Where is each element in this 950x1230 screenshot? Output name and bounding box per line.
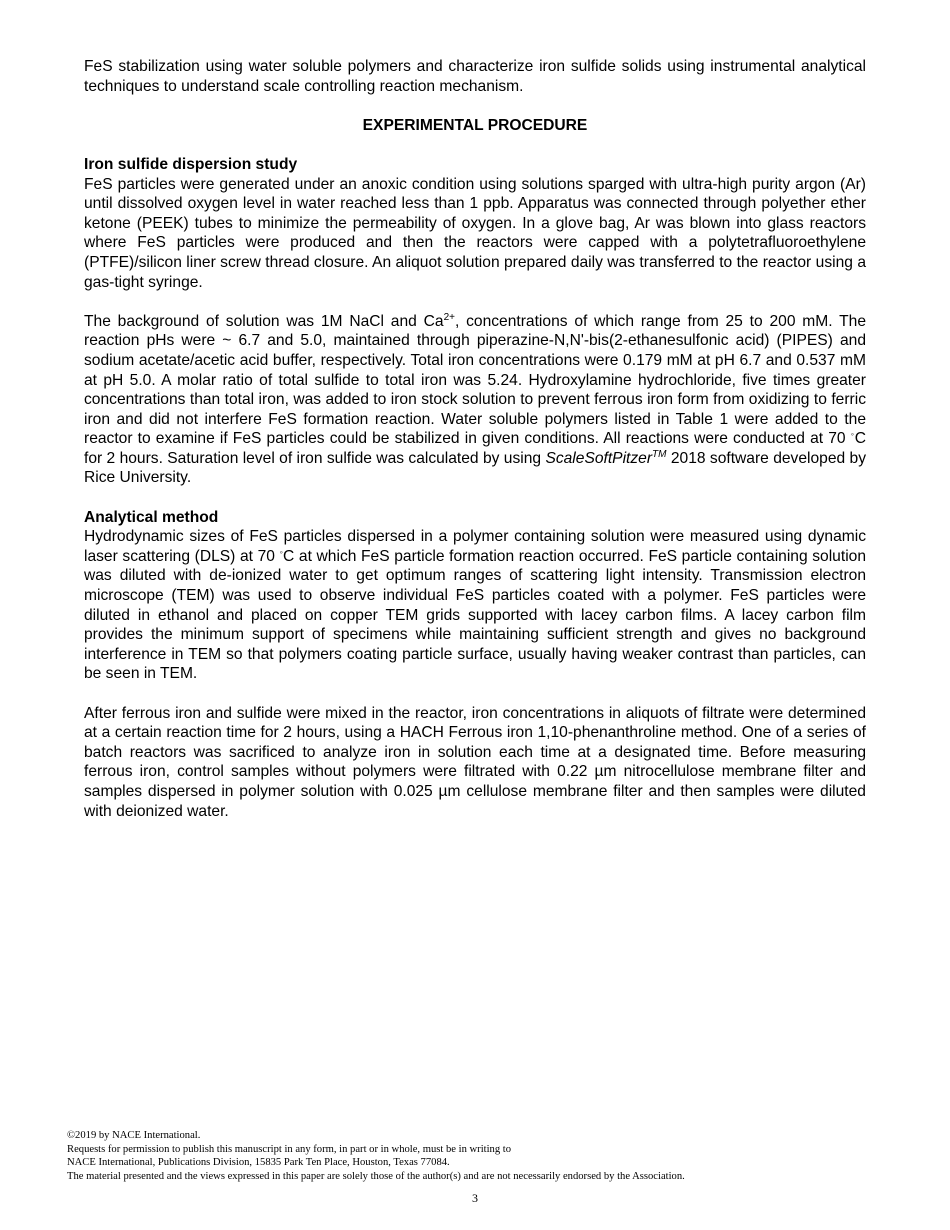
paper-body [84,57,866,821]
dispersion-paragraph-2 [84,312,866,488]
subsection-heading-dispersion: Iron sulfide dispersion study [84,155,298,173]
text-span: C for 2 hours. Saturation level of iron sulfide was calculated by using [84,430,866,467]
footer-address: NACE International, Publications Division, 15835 Park Ten Place, Houston, Texas 77084. [67,1157,450,1169]
text-span: C at which FeS particle formation reaction occurred. FeS particle containing solution was diluted with de-ionized water to get optimum ranges of scattering light intensity. Transmission electron microscope (TEM) was used to observe individual FeS particles coated with a polymer. FeS particles were diluted in ethanol and placed on copper TEM grids supported with lacey carbon films. A lacey carbon film provides the minimum support of specimens while maintaining sufficient strength and gives no background interference in TEM so that polymers coating particle surface, usually having weaker contrast than particles, can be seen in TEM. [84,547,866,683]
footer-permission: Requests for permission to publish this manuscript in any form, in part or in whole, must be in writing to [67,1143,512,1155]
page-number: 3 [472,1191,478,1205]
text-span: Hydrodynamic sizes of FeS particles dispersed in a polymer containing solution were measured using dynamic laser scattering (DLS) at 70 [84,528,866,565]
dispersion-paragraph-1: FeS particles were generated under an anoxic condition using solutions sparged with ultra-high purity argon (Ar) until dissolved oxygen level in water reached less than 1 ppb. Apparatus was connected through polyether ether ketone (PEEK) tubes to minimize the permeability of oxygen. In a glove bag, Ar was blown into glass reactors where FeS particles were produced and then the reactors were capped with a polytetrafluoroethylene (PTFE)/silicon liner screw thread closure. An aliquot solution prepared daily was transferred to the reactor using a gas-tight syringe. [84,175,866,291]
analytical-paragraph-1 [84,527,866,684]
text-span: , concentrations of which range from 25 to 200 mM. The reaction pHs were ~ 6.7 and 5.0, maintained through piperazine-N,N'-bis(2-ethanesulfonic acid) (PIPES) and sodium acetate/acetic acid buffer, respectively. Total iron concentrations were 0.179 mM at pH 6.7 and 0.537 mM at pH 5.0. A molar ratio of total sulfide to total iron was 5.24. Hydroxylamine hydrochloride, five times greater concentrations than total iron, was added to iron stock solution to prevent ferrous iron form from oxidizing to ferric iron and did not interfere FeS formation reaction. Water soluble polymers listed in Table 1 were added to the reactor to examine if FeS particles could be stabilized in given conditions. All reactions were conducted at 70 [84,312,867,448]
superscript-charge: 2+ [443,311,455,323]
footer-disclaimer: The material presented and the views expressed in this paper are solely those of the author(s) and are not necessarily endorsed by the Association. [67,1170,685,1182]
intro-paragraph: FeS stabilization using water soluble polymers and characterize iron sulfide solids using instrumental analytical techniques to understand scale controlling reaction mechanism. [84,58,866,95]
page-footer [67,1129,887,1183]
degree-symbol: ◦ [279,546,284,557]
subsection-heading-analytical: Analytical method [84,508,219,526]
text-span: The background of solution was 1M NaCl and Ca [84,312,444,330]
text-span: 2018 software developed by Rice University. [84,449,866,487]
software-name: ScaleSoftPitzer [545,449,653,467]
section-heading: EXPERIMENTAL PROCEDURE [362,116,588,134]
degree-symbol: ◦ [850,429,855,440]
analytical-paragraph-2: After ferrous iron and sulfide were mixed in the reactor, iron concentrations in aliquots of filtrate were determined at a certain reaction time for 2 hours, using a HACH Ferrous iron 1,10-phenanthroline method. One of a series of batch reactors was sacrificed to analyze iron in solution each time at a designated time. Before measuring ferrous iron, control samples without polymers were filtrated with 0.22 µm nitrocellulose membrane filter and samples dispersed in polymer solution with 0.025 µm cellulose membrane filter and then samples were diluted with deionized water. [84,704,866,820]
trademark-superscript: TM [652,448,667,460]
footer-copyright: ©2019 by NACE International. [67,1130,201,1141]
